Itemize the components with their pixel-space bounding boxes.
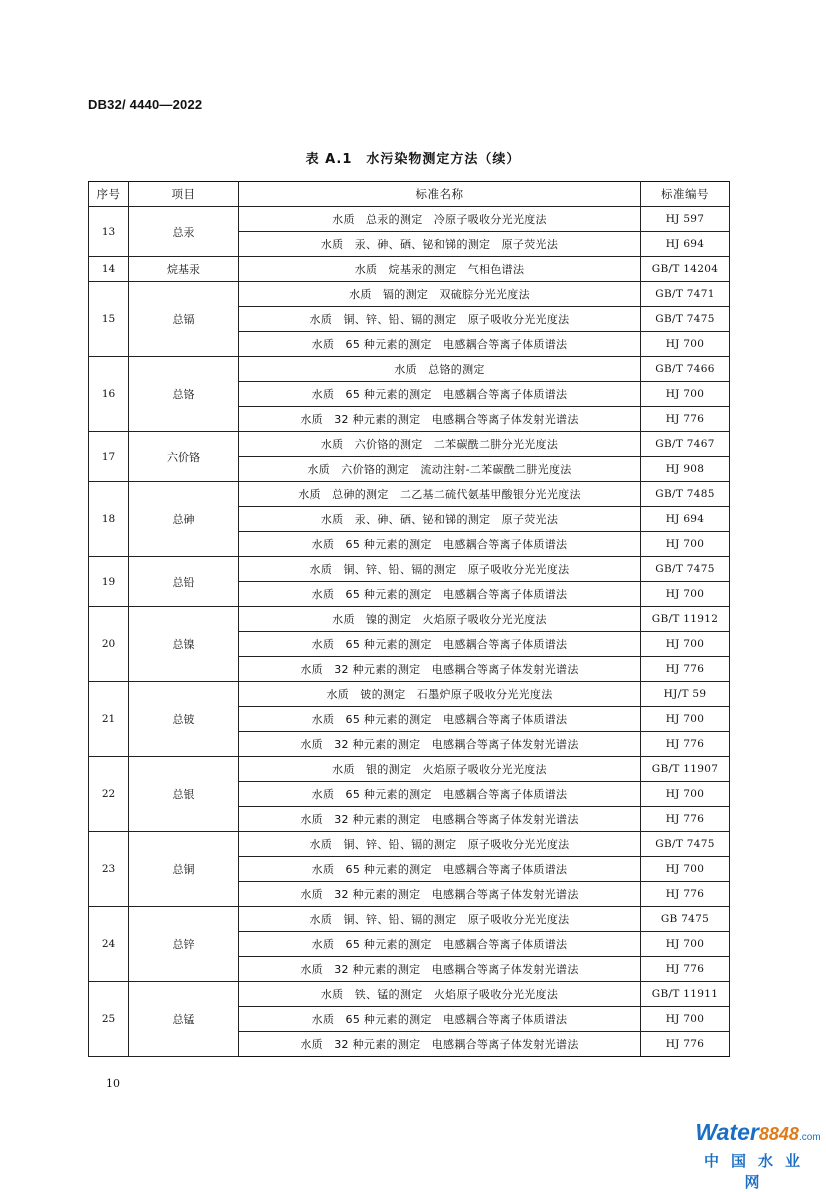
cell-item: 总锰	[129, 982, 239, 1057]
cell-standard-code: HJ 700	[641, 582, 730, 607]
cell-standard-code: GB/T 11911	[641, 982, 730, 1007]
cell-standard-name: 水质 镍的测定 火焰原子吸收分光光度法	[239, 607, 641, 632]
cell-standard-code: GB/T 7475	[641, 307, 730, 332]
cell-standard-code: HJ 700	[641, 332, 730, 357]
cell-standard-code: HJ 700	[641, 532, 730, 557]
cell-standard-code: HJ 776	[641, 882, 730, 907]
cell-standard-code: HJ 597	[641, 207, 730, 232]
cell-item: 总汞	[129, 207, 239, 257]
cell-standard-code: HJ 700	[641, 932, 730, 957]
cell-standard-code: HJ 776	[641, 732, 730, 757]
cell-standard-name: 水质 32 种元素的测定 电感耦合等离子体发射光谱法	[239, 732, 641, 757]
table-row	[89, 482, 730, 507]
standards-table	[88, 181, 730, 1057]
cell-standard-name: 水质 65 种元素的测定 电感耦合等离子体质谱法	[239, 632, 641, 657]
cell-seq: 18	[89, 482, 129, 557]
table-row	[89, 907, 730, 932]
cell-standard-name: 水质 铜、锌、铅、镉的测定 原子吸收分光光度法	[239, 557, 641, 582]
cell-standard-code: HJ 776	[641, 957, 730, 982]
table-row	[89, 207, 730, 232]
table-row	[89, 357, 730, 382]
cell-item: 总铍	[129, 682, 239, 757]
cell-seq: 23	[89, 832, 129, 907]
cell-item: 六价铬	[129, 432, 239, 482]
cell-standard-code: GB/T 7467	[641, 432, 730, 457]
cell-standard-code: HJ 700	[641, 857, 730, 882]
column-header-seq: 序号	[89, 182, 129, 207]
cell-standard-name: 水质 汞、砷、硒、铋和锑的测定 原子荧光法	[239, 507, 641, 532]
cell-standard-code: HJ 776	[641, 407, 730, 432]
cell-standard-name: 水质 镉的测定 双硫腙分光光度法	[239, 282, 641, 307]
cell-seq: 24	[89, 907, 129, 982]
cell-seq: 16	[89, 357, 129, 432]
cell-standard-code: HJ 776	[641, 1032, 730, 1057]
cell-standard-name: 水质 65 种元素的测定 电感耦合等离子体质谱法	[239, 1007, 641, 1032]
cell-standard-name: 水质 65 种元素的测定 电感耦合等离子体质谱法	[239, 707, 641, 732]
table-row	[89, 607, 730, 632]
column-header-item: 项目	[129, 182, 239, 207]
table-title: 表 A.1 水污染物测定方法（续）	[305, 152, 521, 167]
cell-standard-name: 水质 总汞的测定 冷原子吸收分光光度法	[239, 207, 641, 232]
cell-standard-name: 水质 32 种元素的测定 电感耦合等离子体发射光谱法	[239, 407, 641, 432]
cell-seq: 22	[89, 757, 129, 832]
cell-seq: 14	[89, 257, 129, 282]
table-header-row	[89, 182, 730, 207]
cell-standard-code: GB/T 11912	[641, 607, 730, 632]
cell-standard-name: 水质 六价铬的测定 流动注射-二苯碳酰二肼光度法	[239, 457, 641, 482]
cell-standard-code: HJ 776	[641, 657, 730, 682]
cell-seq: 25	[89, 982, 129, 1057]
cell-standard-name: 水质 32 种元素的测定 电感耦合等离子体发射光谱法	[239, 957, 641, 982]
table-row	[89, 282, 730, 307]
cell-item: 总银	[129, 757, 239, 832]
watermark-logo	[694, 1120, 822, 1192]
cell-standard-code: GB/T 7471	[641, 282, 730, 307]
cell-standard-code: HJ 700	[641, 1007, 730, 1032]
cell-standard-name: 水质 65 种元素的测定 电感耦合等离子体质谱法	[239, 382, 641, 407]
cell-standard-name: 水质 65 种元素的测定 电感耦合等离子体质谱法	[239, 932, 641, 957]
cell-standard-name: 水质 65 种元素的测定 电感耦合等离子体质谱法	[239, 532, 641, 557]
cell-standard-name: 水质 六价铬的测定 二苯碳酰二肼分光光度法	[239, 432, 641, 457]
cell-standard-code: HJ 908	[641, 457, 730, 482]
cell-standard-code: HJ/T 59	[641, 682, 730, 707]
cell-item: 总镍	[129, 607, 239, 682]
cell-standard-name: 水质 32 种元素的测定 电感耦合等离子体发射光谱法	[239, 1032, 641, 1057]
watermark-suffix: .com	[798, 1132, 821, 1143]
cell-item: 总铅	[129, 557, 239, 607]
page-number: 10	[106, 1077, 120, 1090]
cell-standard-name: 水质 烷基汞的测定 气相色谱法	[239, 257, 641, 282]
cell-standard-name: 水质 铍的测定 石墨炉原子吸收分光光度法	[239, 682, 641, 707]
cell-item: 总铬	[129, 357, 239, 432]
cell-item: 总铜	[129, 832, 239, 907]
cell-standard-code: GB/T 7485	[641, 482, 730, 507]
table-row	[89, 557, 730, 582]
cell-standard-code: HJ 700	[641, 632, 730, 657]
cell-item: 总砷	[129, 482, 239, 557]
cell-seq: 20	[89, 607, 129, 682]
cell-standard-name: 水质 总铬的测定	[239, 357, 641, 382]
cell-standard-code: HJ 700	[641, 382, 730, 407]
cell-standard-name: 水质 65 种元素的测定 电感耦合等离子体质谱法	[239, 582, 641, 607]
cell-seq: 21	[89, 682, 129, 757]
cell-item: 烷基汞	[129, 257, 239, 282]
cell-item: 总镉	[129, 282, 239, 357]
document-code: DB32/ 4440—2022	[88, 97, 203, 112]
cell-standard-code: HJ 776	[641, 807, 730, 832]
cell-standard-name: 水质 65 种元素的测定 电感耦合等离子体质谱法	[239, 782, 641, 807]
cell-standard-code: GB/T 7466	[641, 357, 730, 382]
watermark-logo-text	[694, 1120, 822, 1150]
cell-standard-code: GB 7475	[641, 907, 730, 932]
cell-standard-name: 水质 总砷的测定 二乙基二硫代氨基甲酸银分光光度法	[239, 482, 641, 507]
cell-seq: 13	[89, 207, 129, 257]
cell-standard-code: GB/T 11907	[641, 757, 730, 782]
cell-standard-code: HJ 694	[641, 232, 730, 257]
cell-seq: 19	[89, 557, 129, 607]
cell-standard-name: 水质 铜、锌、铅、镉的测定 原子吸收分光光度法	[239, 307, 641, 332]
table-row	[89, 257, 730, 282]
watermark-word: Water	[695, 1119, 759, 1145]
cell-standard-name: 水质 32 种元素的测定 电感耦合等离子体发射光谱法	[239, 882, 641, 907]
cell-standard-code: GB/T 7475	[641, 832, 730, 857]
watermark-number: 8848	[758, 1124, 799, 1144]
cell-standard-name: 水质 铜、锌、铅、镉的测定 原子吸收分光光度法	[239, 907, 641, 932]
cell-seq: 17	[89, 432, 129, 482]
cell-standard-name: 水质 32 种元素的测定 电感耦合等离子体发射光谱法	[239, 657, 641, 682]
cell-standard-code: HJ 700	[641, 782, 730, 807]
cell-standard-name: 水质 铜、锌、铅、镉的测定 原子吸收分光光度法	[239, 832, 641, 857]
cell-standard-code: HJ 694	[641, 507, 730, 532]
table-row	[89, 982, 730, 1007]
column-header-name: 标准名称	[239, 182, 641, 207]
table-body	[89, 207, 730, 1057]
cell-standard-code: GB/T 7475	[641, 557, 730, 582]
cell-seq: 15	[89, 282, 129, 357]
column-header-code: 标准编号	[641, 182, 730, 207]
cell-standard-name: 水质 65 种元素的测定 电感耦合等离子体质谱法	[239, 332, 641, 357]
cell-standard-name: 水质 32 种元素的测定 电感耦合等离子体发射光谱法	[239, 807, 641, 832]
cell-item: 总锌	[129, 907, 239, 982]
table-row	[89, 757, 730, 782]
table-row	[89, 832, 730, 857]
watermark-site-name: 中国水业网	[703, 1152, 812, 1191]
cell-standard-code: GB/T 14204	[641, 257, 730, 282]
cell-standard-name: 水质 汞、砷、硒、铋和锑的测定 原子荧光法	[239, 232, 641, 257]
cell-standard-code: HJ 700	[641, 707, 730, 732]
cell-standard-name: 水质 65 种元素的测定 电感耦合等离子体质谱法	[239, 857, 641, 882]
cell-standard-name: 水质 铁、锰的测定 火焰原子吸收分光光度法	[239, 982, 641, 1007]
table-row	[89, 432, 730, 457]
cell-standard-name: 水质 银的测定 火焰原子吸收分光光度法	[239, 757, 641, 782]
table-row	[89, 682, 730, 707]
